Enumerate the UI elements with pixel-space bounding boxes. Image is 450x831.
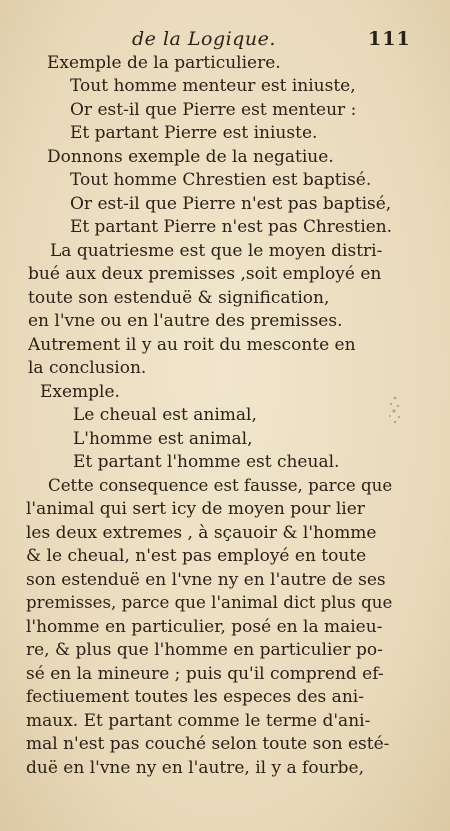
text-line: Autrement il y au roit du mesconte en xyxy=(28,335,356,355)
text-line: bué aux deux premisses ,soit employé en xyxy=(28,264,382,284)
text-line: Exemple. xyxy=(40,382,120,402)
text-line: & le cheual, n'est pas employé en toute xyxy=(26,546,367,566)
text-line: Donnons exemple de la negatiue. xyxy=(47,147,334,167)
text-line: premisses, parce que l'animal dict plus que xyxy=(26,593,393,613)
text-line: toute son estenduë & signification, xyxy=(28,288,330,308)
running-head: de la Logique. xyxy=(132,28,276,50)
text-line: son estenduë en l'vne ny en l'autre de ses xyxy=(26,570,386,590)
text-line: Et partant Pierre est iniuste. xyxy=(70,123,318,143)
text-line: l'homme en particulier, posé en la maieu- xyxy=(26,617,383,637)
text-line: duë en l'vne ny en l'autre, il y a fourbe, xyxy=(26,758,364,778)
page-number: 111 xyxy=(368,28,411,50)
text-line: Et partant Pierre n'est pas Chrestien. xyxy=(70,217,392,237)
text-line: Or est-il que Pierre n'est pas baptisé, xyxy=(70,194,392,214)
ink-blot-mark xyxy=(384,392,406,428)
text-line: fectiuement toutes les especes des ani- xyxy=(26,687,364,707)
text-line: maux. Et partant comme le terme d'ani- xyxy=(26,711,371,731)
text-line: la conclusion. xyxy=(28,358,147,378)
text-line: Et partant l'homme est cheual. xyxy=(73,452,340,472)
text-line: La quatriesme est que le moyen distri- xyxy=(50,241,383,261)
text-line: L'homme est animal, xyxy=(73,429,253,449)
text-line: en l'vne ou en l'autre des premisses. xyxy=(28,311,343,331)
text-line: Le cheual est animal, xyxy=(73,405,257,425)
text-line: Cette consequence est fausse, parce que xyxy=(48,476,393,496)
text-line: sé en la mineure ; puis qu'il comprend ef- xyxy=(26,664,384,684)
page-header xyxy=(0,28,450,52)
text-line: re, & plus que l'homme en particulier po- xyxy=(26,640,383,660)
text-line: l'animal qui sert icy de moyen pour lier xyxy=(26,499,365,519)
text-line: Tout homme Chrestien est baptisé. xyxy=(70,170,372,190)
text-line: les deux extremes , à sçauoir & l'homme xyxy=(26,523,377,543)
text-line: mal n'est pas couché selon toute son esté- xyxy=(26,734,390,754)
text-line: Exemple de la particuliere. xyxy=(47,53,281,73)
text-line: Tout homme menteur est iniuste, xyxy=(70,76,356,96)
text-line: Or est-il que Pierre est menteur : xyxy=(70,100,357,120)
